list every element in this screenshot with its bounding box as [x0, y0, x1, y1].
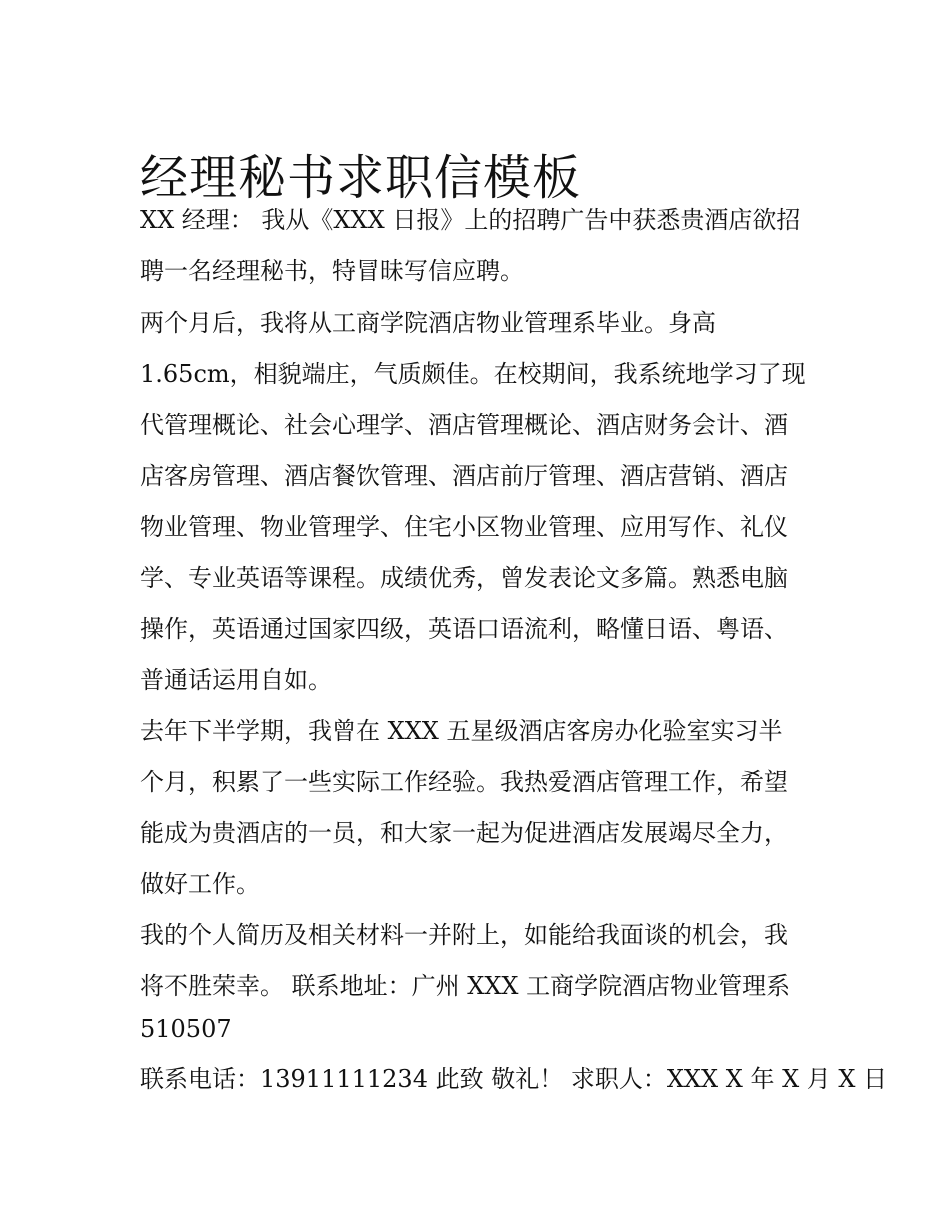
body-line: 普通话运用自如。 [140, 666, 332, 694]
body-line: 能成为贵酒店的一员，和大家一起为促进酒店发展竭尽全力， [140, 819, 788, 847]
body-line: 做好工作。 [140, 870, 260, 898]
body-line: 两个月后，我将从工商学院酒店物业管理系毕业。身高 [140, 309, 716, 337]
body-line: 物业管理、物业管理学、住宅小区物业管理、应用写作、礼仪 [140, 513, 788, 541]
body-line: 聘一名经理秘书，特冒昧写信应聘。 [140, 257, 524, 285]
document-title: 经理秘书求职信模板 [140, 150, 582, 207]
body-line: 店客房管理、酒店餐饮管理、酒店前厅管理、酒店营销、酒店 [140, 462, 788, 490]
body-line: 操作，英语通过国家四级，英语口语流利，略懂日语、粤语、 [140, 615, 788, 643]
body-line: 510507 [140, 1015, 232, 1043]
body-line: 我的个人简历及相关材料一并附上，如能给我面谈的机会，我 [140, 921, 788, 949]
body-line: 联系电话：13911111234 此致 敬礼！ 求职人：XXX X 年 X 月 X 日 [140, 1065, 888, 1093]
body-line: 将不胜荣幸。 联系地址：广州 XXX 工商学院酒店物业管理系 [140, 972, 791, 1000]
body-line: 1.65cm，相貌端庄，气质颇佳。在校期间，我系统地学习了现 [140, 360, 806, 388]
body-line: 个月，积累了一些实际工作经验。我热爱酒店管理工作，希望 [140, 768, 788, 796]
body-line: 学、专业英语等课程。成绩优秀，曾发表论文多篇。熟悉电脑 [140, 564, 788, 592]
body-line: 代管理概论、社会心理学、酒店管理概论、酒店财务会计、酒 [140, 411, 788, 439]
body-line: 去年下半学期，我曾在 XXX 五星级酒店客房办化验室实习半 [140, 717, 783, 745]
body-line: XX 经理： 我从《XXX 日报》上的招聘广告中获悉贵酒店欲招 [140, 206, 801, 234]
